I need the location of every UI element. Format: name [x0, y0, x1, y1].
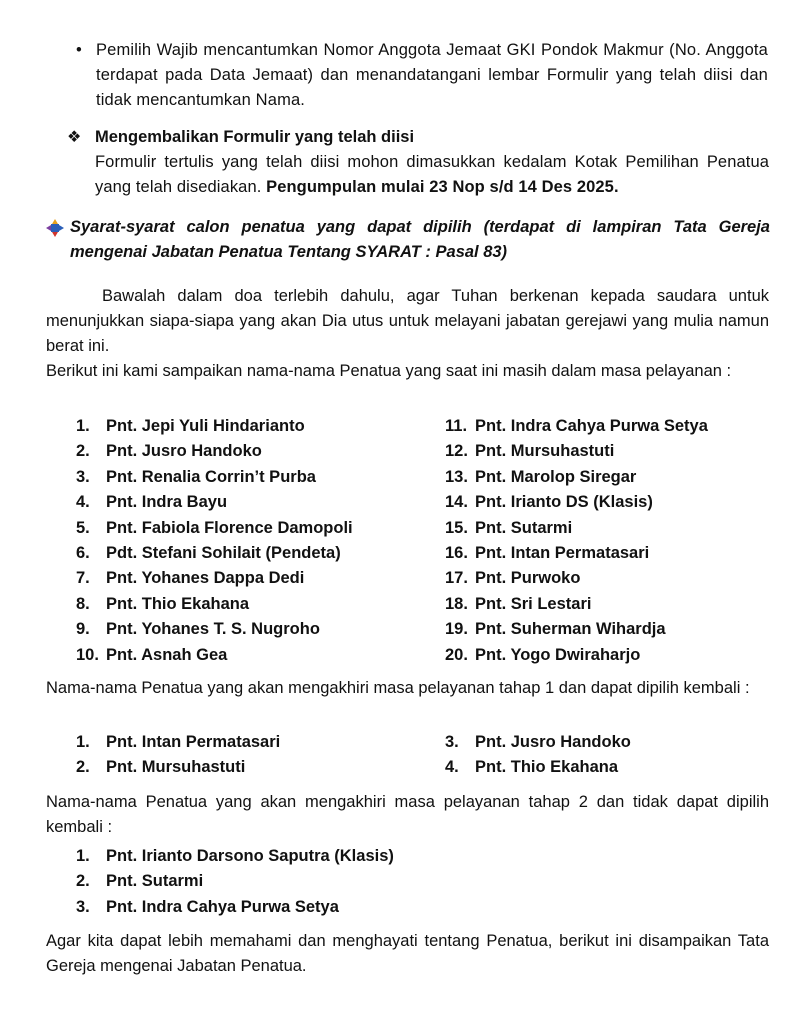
elder-name: Pnt. Thio Ekahana — [475, 758, 619, 777]
list-item — [76, 414, 353, 439]
stage2-intro: Nama-nama Penatua yang akan mengakhiri masa pelayanan tahap 2 dan tidak dapat dipilih kembali : — [46, 793, 769, 836]
elder-name: Pnt. Marolop Siregar — [475, 467, 637, 486]
list-item — [445, 465, 708, 490]
closing-paragraph: Agar kita dapat lebih memahami dan menghayati tentang Penatua, berikut ini disampaikan Tata Gereja mengenai Jabatan Penatua. — [46, 932, 769, 975]
list-number: 12. — [445, 442, 468, 461]
list-number: 1. — [76, 733, 90, 751]
list-item — [76, 516, 353, 541]
list-number: 8. — [76, 594, 90, 613]
stage1-list-left — [76, 730, 280, 781]
list-number: 7. — [76, 569, 90, 588]
elder-name: Pnt. Indra Cahya Purwa Setya — [106, 897, 339, 916]
list-number: 6. — [76, 543, 90, 562]
elder-name: Pnt. Yogo Dwiraharjo — [475, 645, 641, 664]
list-item — [445, 566, 708, 591]
stage2-list — [76, 844, 394, 920]
current-elders-intro: Berikut ini kami sampaikan nama-nama Penatua yang saat ini masih dalam masa pelayanan : — [46, 362, 732, 380]
list-number: 2. — [76, 442, 90, 461]
list-item — [76, 730, 280, 755]
stage1-intro: Nama-nama Penatua yang akan mengakhiri masa pelayanan tahap 1 dan dapat dipilih kembali : — [46, 679, 750, 697]
list-item — [445, 592, 708, 617]
list-number: 2. — [76, 872, 90, 891]
four-way-arrow-icon — [46, 219, 64, 237]
list-number: 14. — [445, 493, 468, 512]
elder-name: Pnt. Jepi Yuli Hindarianto — [106, 417, 305, 435]
elder-name: Pnt. Jusro Handoko — [475, 733, 631, 751]
list-item — [76, 844, 394, 869]
list-item — [445, 516, 708, 541]
list-item — [76, 541, 353, 566]
list-item — [76, 895, 394, 920]
elder-name: Pnt. Jusro Handoko — [106, 442, 262, 461]
elder-name: Pnt. Irianto DS (Klasis) — [475, 493, 653, 512]
list-number: 3. — [76, 467, 90, 486]
return-form-text: Formulir tertulis yang telah diisi mohon dimasukkan kedalam Kotak Pemilihan Penatua yang telah disediakan. — [95, 153, 769, 196]
current-elders-list-right — [445, 414, 708, 668]
elder-name: Pnt. Renalia Corrin’t Purba — [106, 467, 316, 486]
list-number: 17. — [445, 569, 468, 588]
list-item — [445, 541, 708, 566]
elder-name: Pnt. Yohanes Dappa Dedi — [106, 569, 305, 588]
elder-name: Pnt. Irianto Darsono Saputra (Klasis) — [106, 847, 394, 865]
list-item — [76, 643, 353, 668]
elder-name: Pnt. Indra Bayu — [106, 493, 228, 512]
list-item — [445, 730, 631, 755]
prayer-text: Bawalah dalam doa terlebih dahulu, agar Tuhan berkenan kepada saudara untuk menunjukkan siapa-siapa yang akan Dia utus untuk melayani jabatan gerejawi yang mulia namun berat ini. — [46, 287, 769, 355]
list-item — [76, 490, 353, 515]
voter-instruction-text: Pemilih Wajib mencantumkan Nomor Anggota Jemaat GKI Pondok Makmur (No. Anggota terdapat pada Data Jemaat) dan menandatangani lembar Formulir yang telah diisi dan tidak mencantumkan Nama. — [96, 41, 768, 109]
elder-name: Pdt. Stefani Sohilait (Pendeta) — [106, 543, 341, 562]
list-item — [445, 617, 708, 642]
prayer-paragraph — [46, 284, 769, 359]
list-number: 1. — [76, 417, 90, 435]
elder-name: Pnt. Mursuhastuti — [475, 442, 615, 461]
list-item — [76, 439, 353, 464]
elder-name: Pnt. Sutarmi — [106, 872, 204, 891]
voter-instruction — [76, 38, 768, 113]
list-number: 18. — [445, 594, 468, 613]
list-number: 3. — [445, 733, 459, 751]
list-item — [445, 439, 708, 464]
bullet-dot-icon: • — [76, 41, 82, 59]
list-number: 19. — [445, 620, 468, 639]
list-item — [445, 414, 708, 439]
elder-name: Pnt. Suherman Wihardja — [475, 620, 666, 639]
list-number: 1. — [76, 847, 90, 865]
list-item — [76, 755, 280, 780]
return-form-heading: Mengembalikan Formulir yang telah diisi — [95, 128, 415, 146]
elder-name: Pnt. Yohanes T. S. Nugroho — [106, 620, 320, 639]
list-item — [445, 490, 708, 515]
list-number: 9. — [76, 620, 90, 639]
list-number: 13. — [445, 467, 468, 486]
list-number: 20. — [445, 645, 468, 664]
list-item — [445, 755, 631, 780]
elder-name: Pnt. Asnah Gea — [106, 645, 228, 664]
collection-deadline: Pengumpulan mulai 23 Nop s/d 14 Des 2025. — [266, 178, 619, 196]
elder-name: Pnt. Indra Cahya Purwa Setya — [475, 417, 708, 435]
list-number: 5. — [76, 518, 90, 537]
elder-name: Pnt. Mursuhastuti — [106, 758, 246, 777]
list-number: 15. — [445, 518, 468, 537]
elder-name: Pnt. Sri Lestari — [475, 594, 592, 613]
list-item — [445, 643, 708, 668]
list-item — [76, 465, 353, 490]
diamond-bullet-icon: ❖ — [67, 129, 82, 146]
elder-name: Pnt. Intan Permatasari — [475, 543, 650, 562]
current-elders-list-left — [76, 414, 353, 668]
list-item — [76, 617, 353, 642]
elder-name: Pnt. Fabiola Florence Damopoli — [106, 518, 353, 537]
list-number: 4. — [76, 493, 90, 512]
list-number: 16. — [445, 543, 468, 562]
elder-name: Pnt. Sutarmi — [475, 518, 573, 537]
list-number: 2. — [76, 758, 90, 777]
elder-name: Pnt. Purwoko — [475, 569, 581, 588]
list-number: 3. — [76, 897, 90, 916]
list-item — [76, 592, 353, 617]
elder-name: Pnt. Thio Ekahana — [106, 594, 250, 613]
list-item — [76, 566, 353, 591]
stage1-list-right — [445, 730, 631, 781]
list-number: 11. — [445, 417, 468, 435]
list-item — [76, 869, 394, 894]
elder-name: Pnt. Intan Permatasari — [106, 733, 281, 751]
list-number: 4. — [445, 758, 459, 777]
requirements-heading: Syarat-syarat calon penatua yang dapat dipilih (terdapat di lampiran Tata Gereja mengenai Jabatan Penatua Tentang SYARAT : Pasal 83) — [70, 218, 770, 261]
return-form-body — [95, 150, 769, 200]
list-number: 10. — [76, 645, 99, 664]
